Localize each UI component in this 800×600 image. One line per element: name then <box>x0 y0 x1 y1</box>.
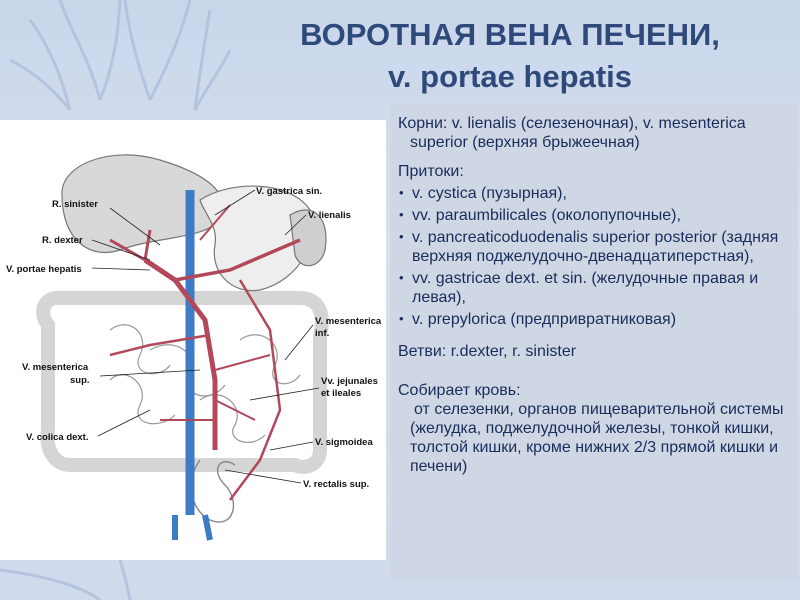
tributary-item: • v. prepylorica (предпривратниковая) <box>399 311 677 328</box>
label-gastrica-sin: V. gastrica sin. <box>256 186 323 197</box>
label-mesenterica-inf-1: V. mesenterica <box>315 316 382 327</box>
label-mesenterica-sup-1: V. mesenterica <box>22 362 89 373</box>
label-rectalis-sup: V. rectalis sup. <box>303 479 370 490</box>
title-line-1: ВОРОТНАЯ ВЕНА ПЕЧЕНИ, <box>300 17 720 52</box>
label-r-sinister: R. sinister <box>52 199 98 210</box>
label-lienalis: V. lienalis <box>308 210 351 221</box>
branches-text: Ветви: r.dexter, r. sinister <box>398 343 577 360</box>
label-mesenterica-inf-2: inf. <box>315 328 330 339</box>
label-sigmoidea: V. sigmoidea <box>315 437 373 448</box>
label-jejunales-1: Vv. jejunales <box>321 376 378 387</box>
description-panel <box>390 104 798 580</box>
slide-title <box>230 14 790 98</box>
anatomy-illustration <box>0 120 386 560</box>
label-colica-dext: V. colica dext. <box>26 432 89 443</box>
tributary-item: • v. cystica (пузырная), <box>399 185 567 202</box>
label-portae-hepatis: V. portae hepatis <box>6 264 82 275</box>
title-line-2: v. portae hepatis <box>387 59 633 94</box>
tributary-item: • vv. gastricae dext. et sin. (желудочные правая и левая), <box>399 270 759 306</box>
collects-heading: Собирает кровь: <box>398 382 521 399</box>
label-r-dexter: R. dexter <box>42 235 83 246</box>
tributary-item: • v. pancreaticoduodenalis superior posterior (задняя верхняя поджелудочно-двенадцатиперстная), <box>399 229 779 265</box>
label-jejunales-2: et ileales <box>321 388 362 399</box>
collects-text: от селезенки, органов пищеварительной системы (желудка, поджелудочной железы, тонкой кишки, толстой кишки, кроме нижних 2/3 прямой кишки и печени) <box>410 401 784 475</box>
roots-text: Корни: v. lienalis (селезеночная), v. mesenterica superior (верхняя брыжеечная) <box>398 115 746 151</box>
tributary-item: • vv. paraumbilicales (околопупочные), <box>399 207 681 224</box>
label-mesenterica-sup-2: sup. <box>70 375 90 386</box>
portal-vein-diagram <box>0 120 386 560</box>
tributaries-heading: Притоки: <box>398 163 464 180</box>
